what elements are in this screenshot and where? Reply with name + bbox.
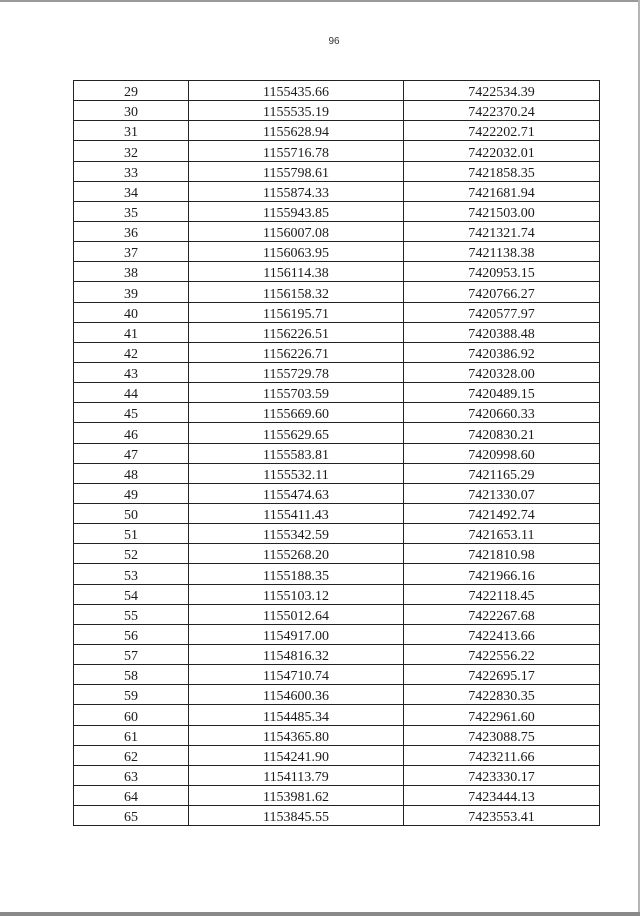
y-coordinate-cell: 7421810.98: [404, 544, 600, 564]
point-number-cell: 61: [74, 725, 189, 745]
x-coordinate-cell: 1154241.90: [189, 745, 404, 765]
x-coordinate-cell: 1155474.63: [189, 483, 404, 503]
x-coordinate-cell: 1155703.59: [189, 383, 404, 403]
table-row: [74, 544, 600, 564]
table-row: [74, 685, 600, 705]
x-coordinate-cell: 1155629.65: [189, 423, 404, 443]
table-row: [74, 725, 600, 745]
table-row: [74, 644, 600, 664]
x-coordinate-cell: 1156195.71: [189, 302, 404, 322]
y-coordinate-cell: 7422695.17: [404, 665, 600, 685]
point-number-cell: 48: [74, 463, 189, 483]
x-coordinate-cell: 1156226.51: [189, 322, 404, 342]
x-coordinate-cell: 1155012.64: [189, 604, 404, 624]
point-number-cell: 47: [74, 443, 189, 463]
table-row: [74, 524, 600, 544]
table-row: [74, 463, 600, 483]
point-number-cell: 64: [74, 785, 189, 805]
y-coordinate-cell: 7423553.41: [404, 806, 600, 826]
table-row: [74, 201, 600, 221]
y-coordinate-cell: 7423444.13: [404, 785, 600, 805]
point-number-cell: 52: [74, 544, 189, 564]
table-row: [74, 221, 600, 241]
coordinates-table: [73, 80, 600, 826]
x-coordinate-cell: 1155411.43: [189, 503, 404, 523]
point-number-cell: 63: [74, 765, 189, 785]
table-row: [74, 503, 600, 523]
x-coordinate-cell: 1154365.80: [189, 725, 404, 745]
x-coordinate-cell: 1155874.33: [189, 181, 404, 201]
x-coordinate-cell: 1155798.61: [189, 161, 404, 181]
table-row: [74, 121, 600, 141]
x-coordinate-cell: 1155943.85: [189, 201, 404, 221]
y-coordinate-cell: 7423088.75: [404, 725, 600, 745]
x-coordinate-cell: 1156114.38: [189, 262, 404, 282]
y-coordinate-cell: 7421653.11: [404, 524, 600, 544]
point-number-cell: 42: [74, 342, 189, 362]
y-coordinate-cell: 7422118.45: [404, 584, 600, 604]
point-number-cell: 43: [74, 362, 189, 382]
y-coordinate-cell: 7420660.33: [404, 403, 600, 423]
table-row: [74, 383, 600, 403]
y-coordinate-cell: 7422556.22: [404, 644, 600, 664]
y-coordinate-cell: 7420489.15: [404, 383, 600, 403]
x-coordinate-cell: 1155583.81: [189, 443, 404, 463]
point-number-cell: 49: [74, 483, 189, 503]
y-coordinate-cell: 7420577.97: [404, 302, 600, 322]
x-coordinate-cell: 1153981.62: [189, 785, 404, 805]
y-coordinate-cell: 7422370.24: [404, 101, 600, 121]
table-row: [74, 705, 600, 725]
table-row: [74, 262, 600, 282]
x-coordinate-cell: 1155103.12: [189, 584, 404, 604]
point-number-cell: 29: [74, 81, 189, 101]
point-number-cell: 50: [74, 503, 189, 523]
y-coordinate-cell: 7420766.27: [404, 282, 600, 302]
point-number-cell: 35: [74, 201, 189, 221]
table-row: [74, 665, 600, 685]
y-coordinate-cell: 7421681.94: [404, 181, 600, 201]
x-coordinate-cell: 1155535.19: [189, 101, 404, 121]
point-number-cell: 56: [74, 624, 189, 644]
y-coordinate-cell: 7421492.74: [404, 503, 600, 523]
table-row: [74, 362, 600, 382]
table-row: [74, 322, 600, 342]
x-coordinate-cell: 1155628.94: [189, 121, 404, 141]
point-number-cell: 34: [74, 181, 189, 201]
table-row: [74, 302, 600, 322]
point-number-cell: 44: [74, 383, 189, 403]
y-coordinate-cell: 7422413.66: [404, 624, 600, 644]
x-coordinate-cell: 1155532.11: [189, 463, 404, 483]
point-number-cell: 32: [74, 141, 189, 161]
x-coordinate-cell: 1154710.74: [189, 665, 404, 685]
point-number-cell: 38: [74, 262, 189, 282]
x-coordinate-cell: 1156158.32: [189, 282, 404, 302]
y-coordinate-cell: 7420388.48: [404, 322, 600, 342]
point-number-cell: 37: [74, 242, 189, 262]
x-coordinate-cell: 1155188.35: [189, 564, 404, 584]
x-coordinate-cell: 1155669.60: [189, 403, 404, 423]
x-coordinate-cell: 1154816.32: [189, 644, 404, 664]
y-coordinate-cell: 7423330.17: [404, 765, 600, 785]
y-coordinate-cell: 7422830.35: [404, 685, 600, 705]
y-coordinate-cell: 7421138.38: [404, 242, 600, 262]
table-row: [74, 101, 600, 121]
table-row: [74, 181, 600, 201]
point-number-cell: 55: [74, 604, 189, 624]
point-number-cell: 51: [74, 524, 189, 544]
table-row: [74, 242, 600, 262]
table-row: [74, 483, 600, 503]
point-number-cell: 46: [74, 423, 189, 443]
y-coordinate-cell: 7421503.00: [404, 201, 600, 221]
point-number-cell: 62: [74, 745, 189, 765]
x-coordinate-cell: 1156007.08: [189, 221, 404, 241]
y-coordinate-cell: 7423211.66: [404, 745, 600, 765]
x-coordinate-cell: 1154600.36: [189, 685, 404, 705]
table-row: [74, 423, 600, 443]
table-row: [74, 161, 600, 181]
x-coordinate-cell: 1155716.78: [189, 141, 404, 161]
table-row: [74, 443, 600, 463]
point-number-cell: 30: [74, 101, 189, 121]
point-number-cell: 45: [74, 403, 189, 423]
point-number-cell: 40: [74, 302, 189, 322]
y-coordinate-cell: 7420386.92: [404, 342, 600, 362]
x-coordinate-cell: 1156063.95: [189, 242, 404, 262]
y-coordinate-cell: 7421321.74: [404, 221, 600, 241]
point-number-cell: 36: [74, 221, 189, 241]
table-row: [74, 785, 600, 805]
x-coordinate-cell: 1156226.71: [189, 342, 404, 362]
y-coordinate-cell: 7420998.60: [404, 443, 600, 463]
y-coordinate-cell: 7420830.21: [404, 423, 600, 443]
scan-edge-top: [0, 0, 640, 2]
point-number-cell: 65: [74, 806, 189, 826]
y-coordinate-cell: 7420328.00: [404, 362, 600, 382]
y-coordinate-cell: 7422032.01: [404, 141, 600, 161]
y-coordinate-cell: 7422534.39: [404, 81, 600, 101]
point-number-cell: 59: [74, 685, 189, 705]
table-row: [74, 141, 600, 161]
page-number: 96: [328, 36, 340, 47]
x-coordinate-cell: 1155342.59: [189, 524, 404, 544]
y-coordinate-cell: 7421966.16: [404, 564, 600, 584]
x-coordinate-cell: 1154113.79: [189, 765, 404, 785]
x-coordinate-cell: 1155435.66: [189, 81, 404, 101]
table-row: [74, 342, 600, 362]
table-row: [74, 806, 600, 826]
table-row: [74, 81, 600, 101]
x-coordinate-cell: 1153845.55: [189, 806, 404, 826]
point-number-cell: 31: [74, 121, 189, 141]
table-row: [74, 584, 600, 604]
y-coordinate-cell: 7422267.68: [404, 604, 600, 624]
y-coordinate-cell: 7421858.35: [404, 161, 600, 181]
y-coordinate-cell: 7421330.07: [404, 483, 600, 503]
scan-edge-bottom: [0, 912, 640, 916]
point-number-cell: 60: [74, 705, 189, 725]
point-number-cell: 57: [74, 644, 189, 664]
table-row: [74, 564, 600, 584]
table-row: [74, 745, 600, 765]
x-coordinate-cell: 1155729.78: [189, 362, 404, 382]
x-coordinate-cell: 1154917.00: [189, 624, 404, 644]
y-coordinate-cell: 7422961.60: [404, 705, 600, 725]
point-number-cell: 39: [74, 282, 189, 302]
x-coordinate-cell: 1154485.34: [189, 705, 404, 725]
point-number-cell: 58: [74, 665, 189, 685]
table-row: [74, 765, 600, 785]
table-row: [74, 282, 600, 302]
point-number-cell: 53: [74, 564, 189, 584]
x-coordinate-cell: 1155268.20: [189, 544, 404, 564]
table-row: [74, 403, 600, 423]
point-number-cell: 54: [74, 584, 189, 604]
y-coordinate-cell: 7421165.29: [404, 463, 600, 483]
table-row: [74, 624, 600, 644]
table-row: [74, 604, 600, 624]
point-number-cell: 33: [74, 161, 189, 181]
point-number-cell: 41: [74, 322, 189, 342]
y-coordinate-cell: 7420953.15: [404, 262, 600, 282]
coordinates-table-body: [74, 81, 600, 826]
y-coordinate-cell: 7422202.71: [404, 121, 600, 141]
